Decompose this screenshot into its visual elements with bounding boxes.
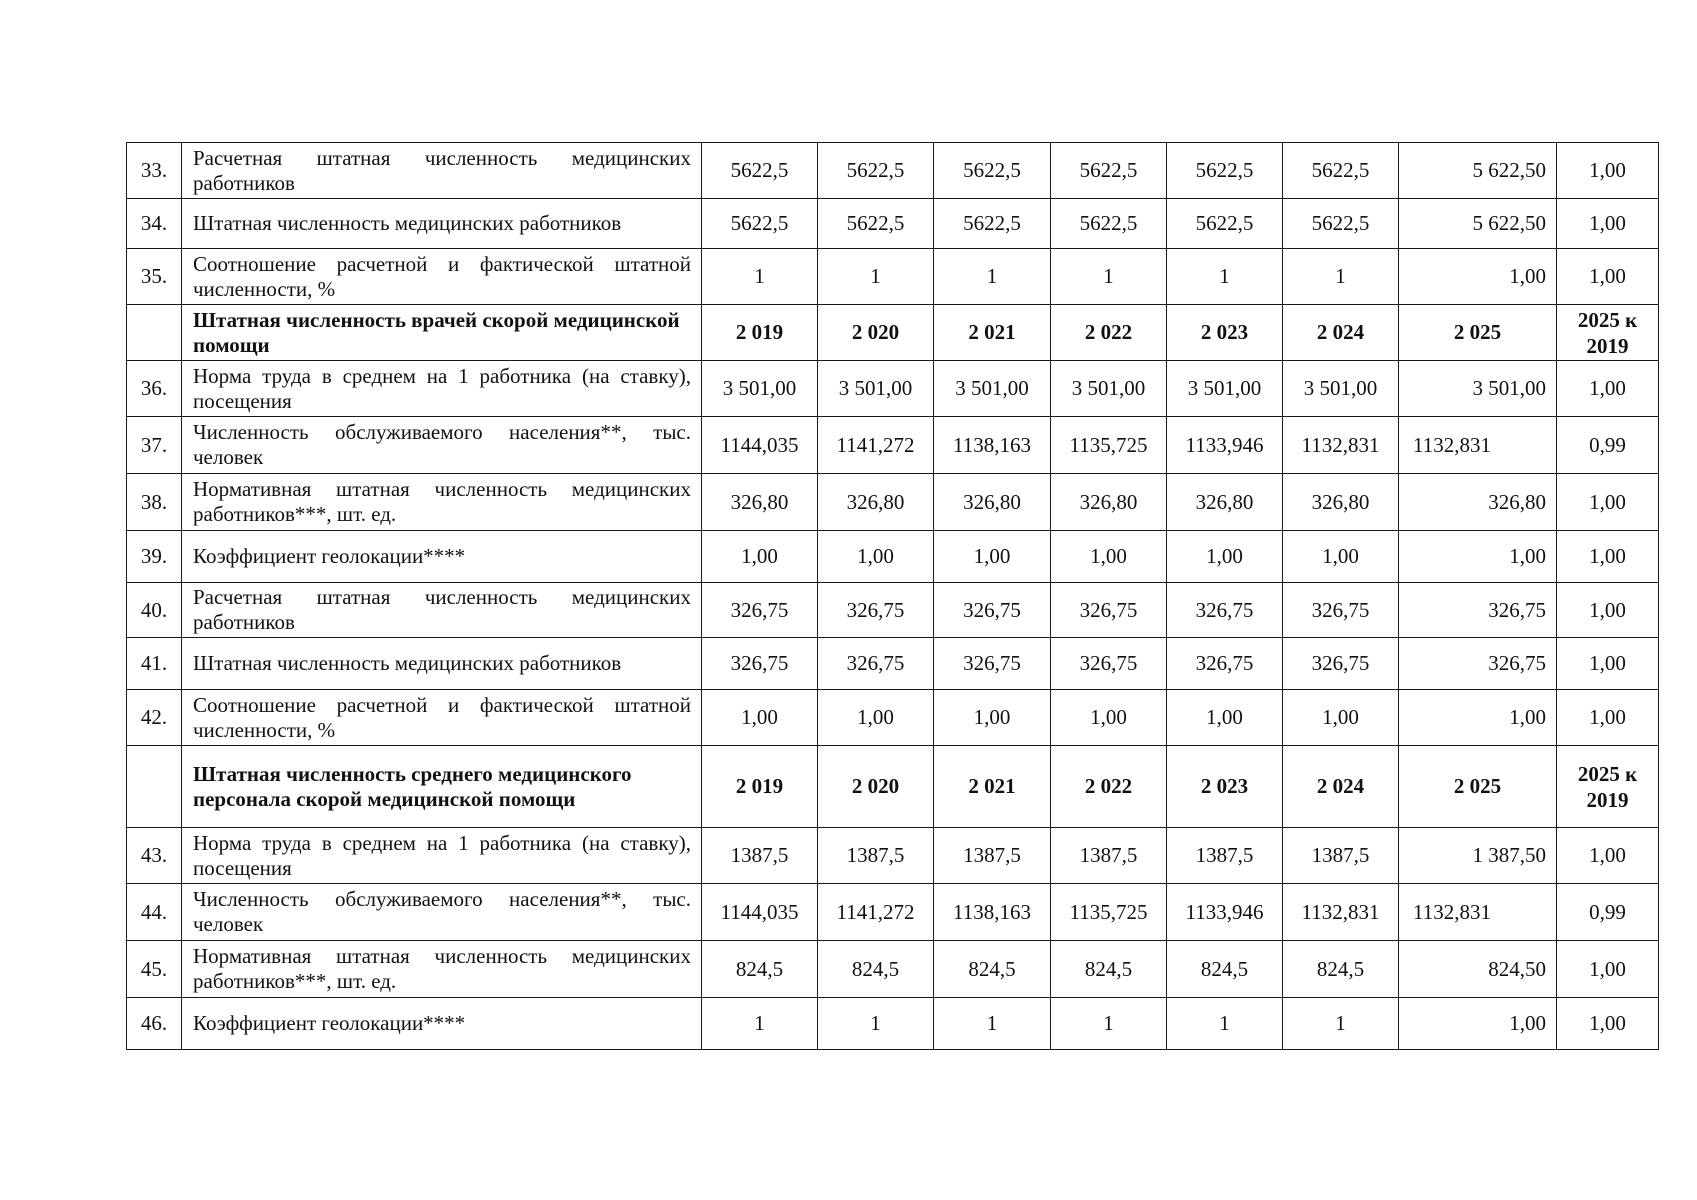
year-value-cell: 5622,5	[1167, 143, 1283, 199]
year-value-cell: 1138,163	[934, 884, 1051, 941]
year-value-cell: 824,5	[818, 941, 934, 998]
table-row	[127, 143, 1659, 199]
row-description: Численность обслуживаемого населения**, тыс. человек	[182, 417, 702, 474]
row-description: Штатная численность медицинских работников	[182, 199, 702, 249]
year-value-cell: 1141,272	[818, 884, 934, 941]
row-description: Штатная численность среднего медицинского персонала скорой медицинской помощи	[182, 746, 702, 828]
year-value-cell: 1	[702, 249, 818, 305]
row-number: 33.	[127, 143, 182, 199]
row-description: Штатная численность медицинских работников	[182, 638, 702, 690]
year-value-cell: 5622,5	[702, 143, 818, 199]
year-value-cell: 2 022	[1051, 746, 1167, 828]
year-value-cell: 1,00	[1167, 531, 1283, 583]
year-value-cell: 1387,5	[1167, 828, 1283, 884]
table-row	[127, 828, 1659, 884]
year-value-cell: 1,00	[818, 690, 934, 746]
ratio-cell: 1,00	[1557, 828, 1659, 884]
year-value-cell: 5622,5	[1167, 199, 1283, 249]
year-value-cell: 326,80	[818, 474, 934, 531]
value-2025-cell: 326,75	[1399, 583, 1557, 638]
year-value-cell: 1,00	[1283, 531, 1399, 583]
row-description: Нормативная штатная численность медицинских работников***, шт. ед.	[182, 941, 702, 998]
year-value-cell: 824,5	[1167, 941, 1283, 998]
row-number: 35.	[127, 249, 182, 305]
row-description: Нормативная штатная численность медицинских работников***, шт. ед.	[182, 474, 702, 531]
year-value-cell: 5622,5	[1283, 143, 1399, 199]
year-value-cell: 2 024	[1283, 305, 1399, 361]
row-number: 43.	[127, 828, 182, 884]
row-number	[127, 305, 182, 361]
row-description: Штатная численность врачей скорой медицинской помощи	[182, 305, 702, 361]
table-row	[127, 474, 1659, 531]
year-value-cell: 326,75	[1283, 638, 1399, 690]
year-value-cell: 326,75	[702, 638, 818, 690]
value-2025-cell: 1132,831	[1399, 417, 1557, 474]
table-body	[127, 143, 1659, 1050]
table-row	[127, 884, 1659, 941]
value-2025-cell: 1132,831	[1399, 884, 1557, 941]
year-value-cell: 824,5	[1051, 941, 1167, 998]
row-description: Норма труда в среднем на 1 работника (на ставку), посещения	[182, 361, 702, 417]
year-value-cell: 1	[1051, 998, 1167, 1050]
year-value-cell: 326,75	[1051, 583, 1167, 638]
row-description: Расчетная штатная численность медицинских работников	[182, 583, 702, 638]
year-value-cell: 326,80	[934, 474, 1051, 531]
year-value-cell: 326,75	[934, 583, 1051, 638]
year-value-cell: 5622,5	[702, 199, 818, 249]
year-value-cell: 2 024	[1283, 746, 1399, 828]
year-value-cell: 2 019	[702, 305, 818, 361]
year-value-cell: 2 019	[702, 746, 818, 828]
year-value-cell: 3 501,00	[1283, 361, 1399, 417]
ratio-cell: 1,00	[1557, 249, 1659, 305]
year-value-cell: 1144,035	[702, 417, 818, 474]
year-value-cell: 3 501,00	[1167, 361, 1283, 417]
ratio-cell: 1,00	[1557, 474, 1659, 531]
row-number: 41.	[127, 638, 182, 690]
year-value-cell: 1138,163	[934, 417, 1051, 474]
row-description: Расчетная штатная численность медицинских работников	[182, 143, 702, 199]
year-value-cell: 5622,5	[1283, 199, 1399, 249]
value-2025-cell: 2 025	[1399, 305, 1557, 361]
year-value-cell: 1,00	[818, 531, 934, 583]
year-value-cell: 2 022	[1051, 305, 1167, 361]
table-row	[127, 638, 1659, 690]
year-value-cell: 5622,5	[818, 143, 934, 199]
row-description: Численность обслуживаемого населения**, тыс. человек	[182, 884, 702, 941]
year-value-cell: 2 023	[1167, 305, 1283, 361]
year-value-cell: 824,5	[702, 941, 818, 998]
value-2025-cell: 326,80	[1399, 474, 1557, 531]
ratio-cell: 1,00	[1557, 143, 1659, 199]
year-value-cell: 1,00	[1283, 690, 1399, 746]
row-number: 42.	[127, 690, 182, 746]
year-value-cell: 5622,5	[818, 199, 934, 249]
table-row	[127, 417, 1659, 474]
ratio-cell: 0,99	[1557, 884, 1659, 941]
year-value-cell: 1	[1283, 998, 1399, 1050]
row-number: 40.	[127, 583, 182, 638]
staffing-table	[126, 142, 1659, 1050]
ratio-cell: 1,00	[1557, 690, 1659, 746]
year-value-cell: 3 501,00	[1051, 361, 1167, 417]
year-value-cell: 5622,5	[934, 143, 1051, 199]
ratio-cell: 0,99	[1557, 417, 1659, 474]
value-2025-cell: 2 025	[1399, 746, 1557, 828]
year-value-cell: 326,80	[702, 474, 818, 531]
row-description: Соотношение расчетной и фактической штатной численности, %	[182, 690, 702, 746]
year-value-cell: 2 023	[1167, 746, 1283, 828]
row-number: 34.	[127, 199, 182, 249]
year-value-cell: 1,00	[1051, 531, 1167, 583]
value-2025-cell: 1 387,50	[1399, 828, 1557, 884]
year-value-cell: 5622,5	[934, 199, 1051, 249]
row-number: 45.	[127, 941, 182, 998]
ratio-cell: 1,00	[1557, 998, 1659, 1050]
year-value-cell: 1144,035	[702, 884, 818, 941]
year-value-cell: 3 501,00	[818, 361, 934, 417]
value-2025-cell: 1,00	[1399, 531, 1557, 583]
table-row	[127, 941, 1659, 998]
year-value-cell: 1387,5	[818, 828, 934, 884]
row-description: Коэффициент геолокации****	[182, 998, 702, 1050]
ratio-cell: 1,00	[1557, 638, 1659, 690]
value-2025-cell: 3 501,00	[1399, 361, 1557, 417]
value-2025-cell: 824,50	[1399, 941, 1557, 998]
row-description: Норма труда в среднем на 1 работника (на ставку), посещения	[182, 828, 702, 884]
year-value-cell: 1132,831	[1283, 884, 1399, 941]
year-value-cell: 326,75	[818, 638, 934, 690]
year-value-cell: 1	[1283, 249, 1399, 305]
year-value-cell: 1	[818, 249, 934, 305]
year-value-cell: 1	[934, 998, 1051, 1050]
row-number: 44.	[127, 884, 182, 941]
ratio-cell: 2025 к 2019	[1557, 305, 1659, 361]
year-value-cell: 326,80	[1283, 474, 1399, 531]
row-number: 37.	[127, 417, 182, 474]
ratio-cell: 1,00	[1557, 941, 1659, 998]
year-value-cell: 2 021	[934, 746, 1051, 828]
value-2025-cell: 1,00	[1399, 998, 1557, 1050]
year-value-cell: 1,00	[702, 531, 818, 583]
year-value-cell: 1387,5	[934, 828, 1051, 884]
year-value-cell: 326,80	[1051, 474, 1167, 531]
value-2025-cell: 1,00	[1399, 249, 1557, 305]
year-value-cell: 1133,946	[1167, 884, 1283, 941]
row-number: 39.	[127, 531, 182, 583]
year-value-cell: 1135,725	[1051, 417, 1167, 474]
row-number: 38.	[127, 474, 182, 531]
value-2025-cell: 1,00	[1399, 690, 1557, 746]
year-value-cell: 1,00	[1167, 690, 1283, 746]
year-value-cell: 1	[1167, 249, 1283, 305]
year-value-cell: 1,00	[1051, 690, 1167, 746]
table-row	[127, 361, 1659, 417]
year-value-cell: 1387,5	[1051, 828, 1167, 884]
year-value-cell: 1387,5	[702, 828, 818, 884]
year-value-cell: 1,00	[934, 690, 1051, 746]
year-value-cell: 824,5	[934, 941, 1051, 998]
year-value-cell: 824,5	[1283, 941, 1399, 998]
year-value-cell: 1132,831	[1283, 417, 1399, 474]
table-row	[127, 531, 1659, 583]
table-row	[127, 199, 1659, 249]
staffing-table-container	[126, 142, 1658, 1050]
year-value-cell: 326,75	[934, 638, 1051, 690]
ratio-cell: 1,00	[1557, 361, 1659, 417]
year-value-cell: 1,00	[702, 690, 818, 746]
year-value-cell: 1141,272	[818, 417, 934, 474]
year-value-cell: 326,75	[1283, 583, 1399, 638]
year-value-cell: 326,75	[702, 583, 818, 638]
year-value-cell: 3 501,00	[934, 361, 1051, 417]
table-row	[127, 249, 1659, 305]
ratio-cell: 2025 к 2019	[1557, 746, 1659, 828]
table-row	[127, 998, 1659, 1050]
year-value-cell: 1133,946	[1167, 417, 1283, 474]
year-value-cell: 326,75	[818, 583, 934, 638]
row-description: Коэффициент геолокации****	[182, 531, 702, 583]
ratio-cell: 1,00	[1557, 199, 1659, 249]
year-value-cell: 1135,725	[1051, 884, 1167, 941]
row-number: 46.	[127, 998, 182, 1050]
section-header-row	[127, 746, 1659, 828]
year-value-cell: 1	[934, 249, 1051, 305]
row-description: Соотношение расчетной и фактической штатной численности, %	[182, 249, 702, 305]
table-row	[127, 583, 1659, 638]
row-number: 36.	[127, 361, 182, 417]
year-value-cell: 326,80	[1167, 474, 1283, 531]
year-value-cell: 1,00	[934, 531, 1051, 583]
year-value-cell: 2 021	[934, 305, 1051, 361]
ratio-cell: 1,00	[1557, 583, 1659, 638]
section-header-row	[127, 305, 1659, 361]
ratio-cell: 1,00	[1557, 531, 1659, 583]
year-value-cell: 1387,5	[1283, 828, 1399, 884]
year-value-cell: 326,75	[1167, 583, 1283, 638]
year-value-cell: 1	[818, 998, 934, 1050]
table-row	[127, 690, 1659, 746]
year-value-cell: 5622,5	[1051, 199, 1167, 249]
year-value-cell: 1	[1051, 249, 1167, 305]
year-value-cell: 326,75	[1051, 638, 1167, 690]
value-2025-cell: 326,75	[1399, 638, 1557, 690]
year-value-cell: 326,75	[1167, 638, 1283, 690]
year-value-cell: 1	[702, 998, 818, 1050]
year-value-cell: 2 020	[818, 746, 934, 828]
year-value-cell: 5622,5	[1051, 143, 1167, 199]
year-value-cell: 2 020	[818, 305, 934, 361]
year-value-cell: 1	[1167, 998, 1283, 1050]
row-number	[127, 746, 182, 828]
value-2025-cell: 5 622,50	[1399, 143, 1557, 199]
value-2025-cell: 5 622,50	[1399, 199, 1557, 249]
year-value-cell: 3 501,00	[702, 361, 818, 417]
